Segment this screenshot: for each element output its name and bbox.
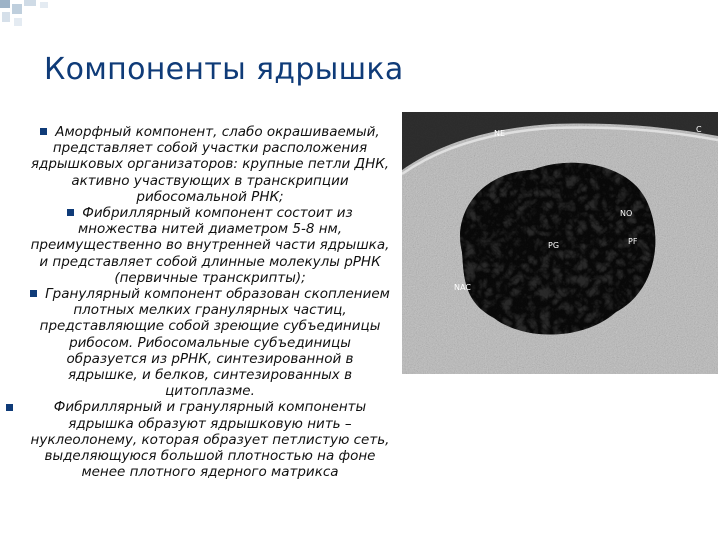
label-pf: PF — [628, 237, 638, 246]
corner-decoration — [0, 0, 80, 40]
bullet-list — [30, 124, 390, 480]
bullet-text: Гранулярный компонент образован скоплением плотных мелких гранулярных частиц, представляющие собой зреющие субъединицы рибосом. Рибосомальные субъединицы образуется из рРНК, синтезированной в ядрышке, и белков, синтезированных в цитоплазме. — [39, 286, 390, 400]
slide-title: Компоненты ядрышка — [44, 52, 404, 87]
bullet-text: Аморфный компонент, слабо окрашиваемый, представляет собой участки расположения ядрышковых организаторов: крупные петли ДНК, активно участвующих в транскрипции рибосомальной РНК; — [30, 124, 390, 205]
bullet-square-icon — [30, 290, 37, 297]
bullet-square-icon — [6, 404, 13, 411]
label-c: C — [696, 125, 702, 134]
bullet-square-icon — [67, 209, 74, 216]
bullet-square-icon — [40, 128, 47, 135]
label-no: NO — [620, 209, 633, 218]
bullet-text: Фибриллярный и гранулярный компоненты ядрышка образуют ядрышковую нить – нуклеолонему, которая образует петлистую сеть, выделяющуюся большой плотностью на фоне менее плотного ядерного матрикса — [30, 399, 390, 481]
bullet-item — [30, 399, 390, 480]
bullet-text: Фибриллярный компонент состоит из множества нитей диаметром 5-8 нм, преимущественно во внутренней части ядрышка, и представляет собой длинные молекулы рРНК (первичные транскрипты); — [30, 205, 390, 286]
bullet-item — [30, 205, 390, 286]
label-pg: PG — [548, 241, 560, 250]
label-nac: NAC — [454, 283, 471, 292]
nucleolus-micrograph — [402, 112, 718, 374]
bullet-item — [30, 124, 390, 205]
bullet-item — [30, 286, 390, 399]
label-ne: NE — [494, 129, 506, 138]
